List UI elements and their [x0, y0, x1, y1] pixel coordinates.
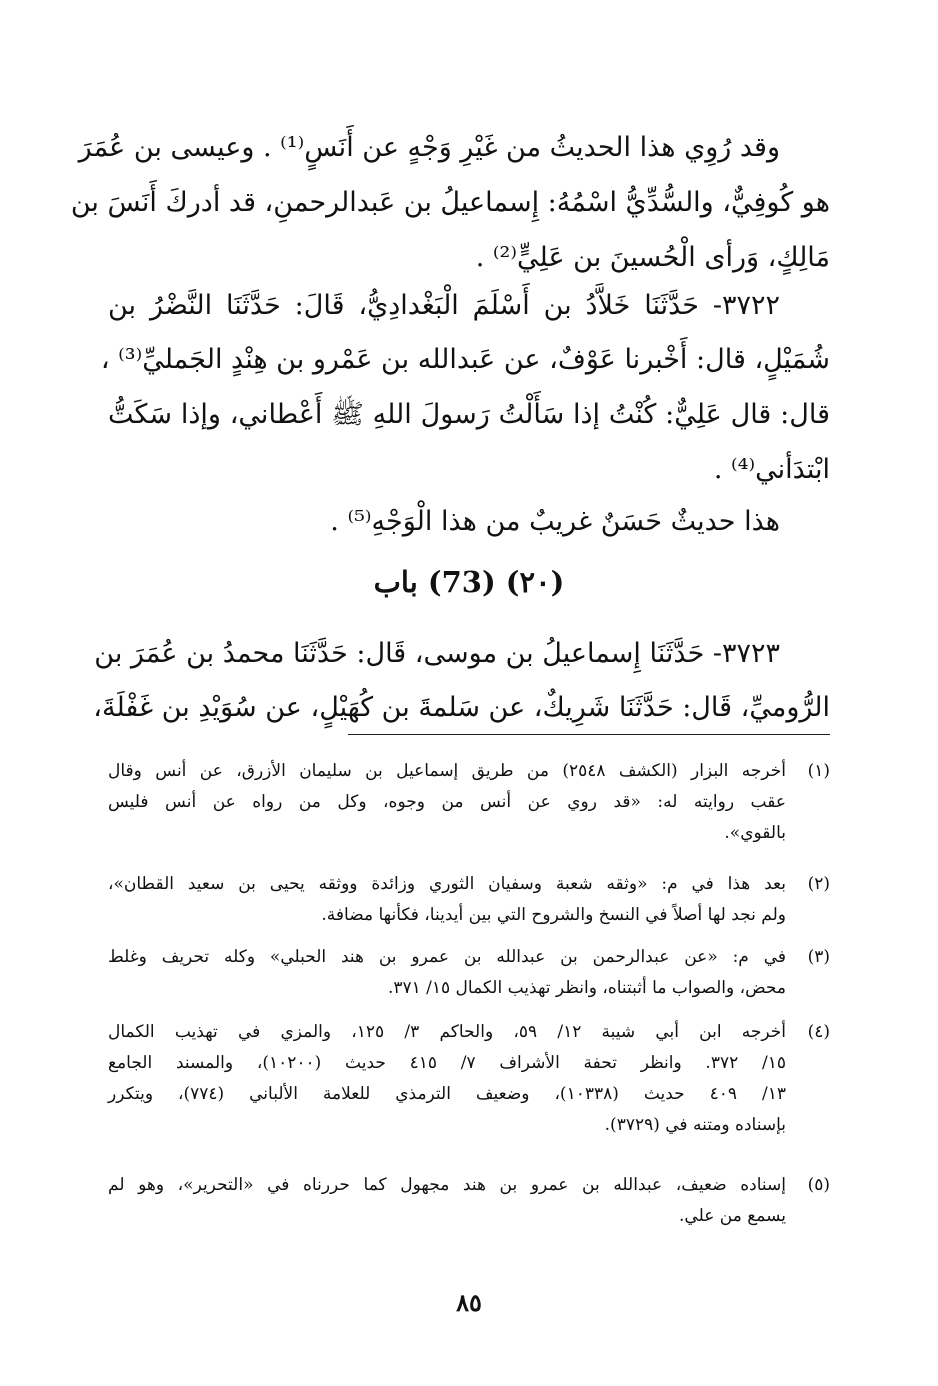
- footnote-line: أخرجه البزار (الكشف ٢٥٤٨) من طريق إسماعيل بن سليمان الأزرق، عن أنس وقال: [108, 761, 786, 781]
- footnote-line: ١٣/ ٤٠٩ حديث (١٠٣٣٨)، وضعيف الترمذي للعلامة الألباني (٧٧٤)، ويتكرر: [108, 1084, 786, 1104]
- footnote-line: بإسناده ومتنه في (٣٧٢٩).: [604, 1115, 786, 1135]
- footnote-2: [108, 869, 830, 931]
- footnote-number: (٤): [807, 1022, 830, 1042]
- text-line: ٣٧٢٣- حَدَّثَنَا إِسماعيلُ بن موسى، قَال: حَدَّثَنَا محمدُ بن عُمَرَ بن: [94, 638, 780, 669]
- text-line: مَالِكٍ، وَرأى الْحُسينَ بن عَلِيٍّ⁽²⁾ .: [475, 242, 830, 273]
- text-line: قال: قال عَلِيٌّ: كُنْتُ إذا سَأَلْتُ رَسولَ اللهِ ﷺ أَعْطاني، وإذا سَكَتُّ: [108, 399, 830, 430]
- footnote-4: [108, 1017, 830, 1141]
- text-line: وقد رُوِي هذا الحديثُ من غَيْرِ وَجْهٍ عن أَنَسٍ⁽¹⁾ . وعيسى بن عُمَرَ: [78, 132, 780, 163]
- text-line: الرُّوميِّ، قَال: حَدَّثَنَا شَرِيكٌ، عن سَلمةَ بن كُهَيْلٍ، عن سُوَيْدِ بن غَفْلَةَ،: [93, 692, 830, 723]
- footnote-number: (٥): [807, 1175, 830, 1195]
- text-line: شُمَيْلٍ، قال: أَخْبرنا عَوْفٌ، عن عَبدالله بن عَمْرو بن هِنْدٍ الجَمليِّ⁽³⁾ ،: [100, 344, 830, 375]
- footnote-number: (٢): [807, 874, 830, 894]
- footnote-line: إسناده ضعيف، عبدالله بن عمرو بن هند مجهول كما حررناه في «التحرير»، وهو لم: [108, 1175, 786, 1195]
- footnote-line: ١٥/ ٣٧٢. وانظر تحفة الأشراف ٧/ ٤١٥ حديث (١٠٢٠٠)، والمسند الجامع: [108, 1053, 786, 1073]
- footnote-5: [108, 1170, 830, 1232]
- text-line: ابْتدَأني⁽⁴⁾ .: [713, 454, 830, 485]
- text-line: ٣٧٢٢- حَدَّثَنَا خَلاَّدُ بن أَسْلَمَ الْبَغْدادِيُّ، قَالَ: حَدَّثَنَا النَّضْرُ بن: [108, 290, 780, 321]
- footnote-line: عقب روايته له: «قد روي عن أنس من وجوه، وكل من رواه عن أنس فليس: [108, 792, 786, 812]
- footnote-number: (١): [807, 761, 830, 781]
- chapter-heading: (٢٠) (73) باب: [373, 565, 565, 599]
- footnote-number: (٣): [807, 947, 830, 967]
- footnote-separator: [348, 734, 830, 735]
- footnote-line: محض، والصواب ما أثبتناه، وانظر تهذيب الكمال ١٥/ ٣٧١.: [387, 978, 786, 998]
- footnote-line: أخرجه ابن أبي شيبة ١٢/ ٥٩، والحاكم ٣/ ١٢٥، والمزي في تهذيب الكمال: [108, 1022, 787, 1042]
- footnote-line: بعد هذا في م: «وثقه شعبة وسفيان الثوري وزائدة ووثقه يحيى بن سعيد القطان»،: [108, 874, 786, 894]
- text-line: هو كُوفِيٌّ، والسُّدِّيُّ اسْمُهُ: إِسماعيلُ بن عَبدالرحمنِ، قد أدركَ أَنَسَ بن: [70, 187, 830, 218]
- footnote-line: في م: «عن عبدالرحمن بن عبدالله بن عمرو بن هند الحبلي» وكله تحريف وغلط: [108, 947, 786, 967]
- footnote-line: بالقوي».: [724, 823, 786, 843]
- footnote-line: ولم نجد لها أصلاً في النسخ والشروح التي بين أيدينا، فكأنها مضافة.: [321, 905, 786, 925]
- footnote-3: [108, 942, 830, 1004]
- footnote-line: يسمع من علي.: [679, 1206, 786, 1226]
- text-line: هذا حديثٌ حَسَنٌ غريبٌ من هذا الْوَجْهِ⁽⁵⁾ .: [330, 506, 780, 537]
- page-number: ٨٥: [456, 1288, 482, 1317]
- footnote-1: [108, 756, 830, 849]
